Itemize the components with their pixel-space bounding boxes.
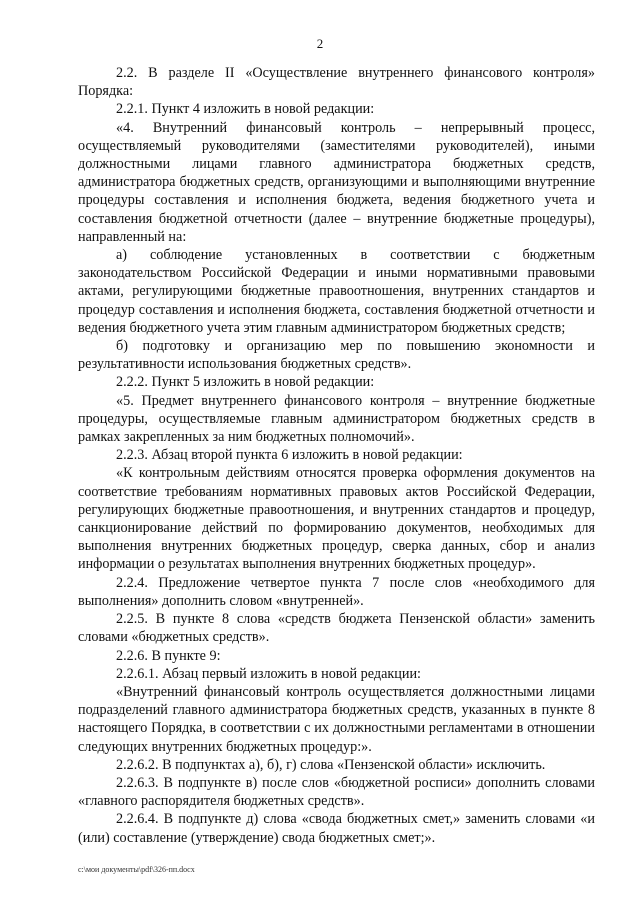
page-number: 2 (316, 36, 324, 51)
paragraph-2-2-6-4: 2.2.6.4. В подпункте д) слова «свода бюджетных смет,» заменить словами «и (или) составление (утверждение) свода бюджетных смет;». (78, 811, 595, 846)
paragraph-2-2-6: 2.2.6. В пункте 9: (116, 647, 221, 664)
paragraph-2-2-6-2: 2.2.6.2. В подпунктах а), б), г) слова «Пензенской области» исключить. (116, 756, 546, 773)
footer-file-path: c:\мои документы\pdf\326-пп.docx (78, 865, 195, 874)
paragraph-2-2-3: 2.2.3. Абзац второй пункта 6 изложить в новой редакции: (116, 447, 463, 464)
paragraph-point-4-b: б) подготовку и организацию мер по повышению экономности и результативности использования бюджетных средств». (78, 338, 595, 373)
paragraph-point-4: «4. Внутренний финансовый контроль – непрерывный процесс, осуществляемый руководителями (заместителями руководителей), иными должностными лицами главного администратора бюджетных средств, администратора бюджетных средств, организующими и выполняющими внутренние процедуры составления и исполнения бюджета, ведения бюджетного учета и составления бюджетной отчетности (далее – внутренние бюджетные процедуры), направленный на: (78, 119, 595, 245)
paragraph-point-5: «5. Предмет внутреннего финансового контроля – внутренние бюджетные процедуры, осуществляемые главным администратором бюджетных средств в рамках закрепленных за ним бюджетных полномочий». (78, 392, 595, 446)
paragraph-2-2-6-3: 2.2.6.3. В подпункте в) после слов «бюджетной росписи» дополнить словами «главного распорядителя бюджетных средств». (78, 774, 595, 810)
paragraph-2-2-5: 2.2.5. В пункте 8 слова «средств бюджета Пензенской области» заменить словами «бюджетных средств». (78, 611, 595, 646)
paragraph-2-2: 2.2. В разделе II «Осуществление внутреннего финансового контроля» Порядка: (78, 65, 595, 100)
paragraph-2-2-4: 2.2.4. Предложение четвертое пункта 7 после слов «необходимого для выполнения» дополнить словом «внутренней». (78, 574, 595, 609)
paragraph-internal-control: «Внутренний финансовый контроль осуществляется должностными лицами подразделений главного администратора бюджетных средств, указанных в пункте 8 настоящего Порядка, в соответствии с их должностными регламентами в отношении следующих внутренних бюджетных процедур:». (78, 683, 595, 755)
paragraph-2-2-2: 2.2.2. Пункт 5 изложить в новой редакции: (116, 374, 375, 391)
paragraph-2-2-1: 2.2.1. Пункт 4 изложить в новой редакции: (116, 101, 375, 118)
paragraph-2-2-6-1: 2.2.6.1. Абзац первый изложить в новой редакции: (116, 665, 421, 682)
document-body (78, 64, 595, 847)
paragraph-control-actions: «К контрольным действиям относятся проверка оформления документов на соответствие требованиям нормативных правовых актов Российской Федерации, регулирующих бюджетные правоотношения, и внутренних стандартов и процедур, санкционирование действий по формированию документов, необходимых для выполнения внутренних бюджетных процедур, сверка данных, сбор и анализ информации о результатах выполнения внутренних бюджетных процедур». (78, 465, 595, 573)
paragraph-point-4-a: а) соблюдение установленных в соответствии с бюджетным законодательством Российской Федерации и иными нормативными правовыми актами, регулирующими бюджетные правоотношения, внутренних стандартов и процедур составления и исполнения бюджета, составления бюджетной отчетности и ведения бюджетного учета этим главным администратором бюджетных средств; (78, 247, 595, 336)
